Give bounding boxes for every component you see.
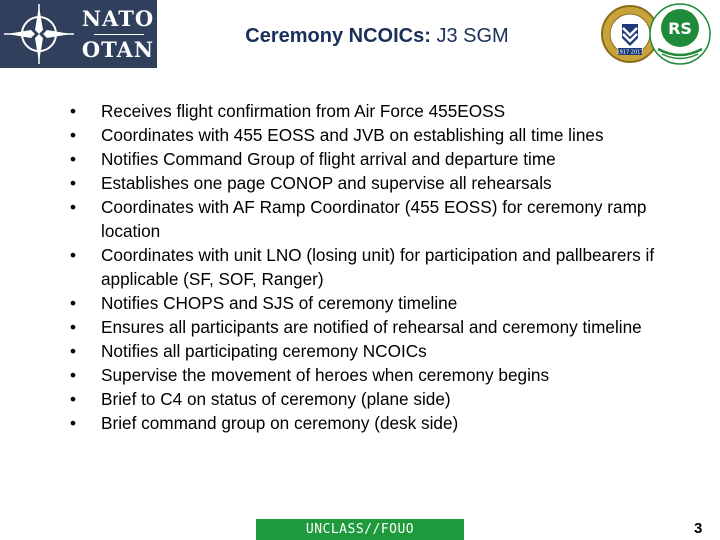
otan-wordmark: OTAN xyxy=(81,37,155,62)
bullet-icon xyxy=(70,147,84,171)
bullet-icon xyxy=(70,171,84,195)
bullet-icon xyxy=(70,243,84,267)
bullet-icon xyxy=(70,315,84,339)
bullet-icon xyxy=(70,339,84,363)
bullet-text: Supervise the movement of heroes when ceremony begins xyxy=(101,365,550,385)
list-item xyxy=(70,171,710,195)
bullet-text: Coordinates with unit LNO (losing unit) for participation and pallbearers if applicable (SF, SOF, Ranger) xyxy=(101,245,655,289)
bullet-list xyxy=(70,99,710,435)
bullet-text: Brief to C4 on status of ceremony (plane side) xyxy=(101,389,451,409)
list-item xyxy=(70,99,710,123)
bullet-icon xyxy=(70,99,84,123)
bullet-text: Receives flight confirmation from Air Force 455EOSS xyxy=(101,101,506,121)
bullet-icon xyxy=(70,411,84,435)
bullet-icon xyxy=(70,363,84,387)
list-item xyxy=(70,339,710,363)
list-item xyxy=(70,291,710,315)
bullet-text: Ensures all participants are notified of rehearsal and ceremony timeline xyxy=(101,317,642,337)
bullet-text: Brief command group on ceremony (desk side) xyxy=(101,413,459,433)
list-item xyxy=(70,195,710,243)
slide-header xyxy=(0,0,720,68)
patch-year: 1917 2017 xyxy=(616,49,644,56)
list-item xyxy=(70,411,710,435)
resolute-support-logo xyxy=(648,3,712,65)
bullet-icon xyxy=(70,195,84,219)
nato-divider xyxy=(94,34,144,35)
title-bar xyxy=(157,0,597,68)
bullet-text: Notifies CHOPS and SJS of ceremony timeline xyxy=(101,293,458,313)
list-item xyxy=(70,147,710,171)
classification-banner: UNCLASS//FOUO xyxy=(256,519,464,540)
nato-otan-logo xyxy=(0,0,157,68)
nato-compass-star-icon xyxy=(4,4,74,64)
list-item xyxy=(70,243,710,291)
bullet-icon xyxy=(70,123,84,147)
slide-title xyxy=(157,25,597,48)
list-item xyxy=(70,315,710,339)
bullet-icon xyxy=(70,387,84,411)
bullet-icon xyxy=(70,291,84,315)
page-number: 3 xyxy=(694,520,703,537)
bullet-text: Establishes one page CONOP and supervise all rehearsals xyxy=(101,173,552,193)
slide-title-bold: Ceremony NCOICs: xyxy=(245,25,431,47)
list-item xyxy=(70,123,710,147)
list-item xyxy=(70,363,710,387)
bullet-text: Coordinates with 455 EOSS and JVB on establishing all time lines xyxy=(101,125,604,145)
bullet-text: Notifies all participating ceremony NCOICs xyxy=(101,341,427,361)
rs-logo-text: RS xyxy=(668,19,692,38)
bullet-text: Coordinates with AF Ramp Coordinator (455 EOSS) for ceremony ramp location xyxy=(101,197,647,241)
nato-wordmark: NATO xyxy=(81,6,155,31)
slide-title-rest: J3 SGM xyxy=(430,25,509,47)
list-item xyxy=(70,387,710,411)
bullet-text: Notifies Command Group of flight arrival and departure time xyxy=(101,149,556,169)
